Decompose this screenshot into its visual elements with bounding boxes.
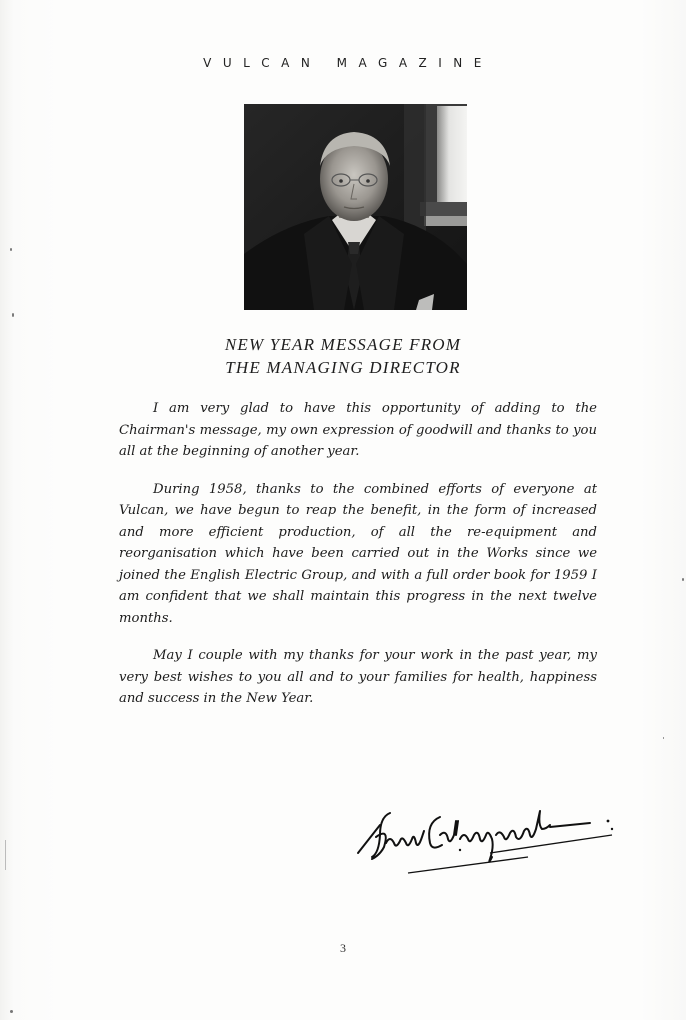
- paper-speck: [10, 1010, 13, 1013]
- paper-speck: [5, 840, 6, 870]
- paper-speck: [682, 578, 684, 581]
- article-title-line-1: NEW YEAR MESSAGE FROM: [224, 335, 462, 354]
- managing-director-portrait: [244, 104, 467, 310]
- article-paragraph: During 1958, thanks to the combined efforts of everyone at Vulcan, we have begun to reap the benefit, in the form of increased and more efficient production, of all the re-equipment and reorganisation which have been carried out in the Works since we joined the English Electric Group, and with a full order book for 1959 I am confident that we shall maintain this progress in the next twelve months.: [119, 481, 597, 626]
- managing-director-signature: [350, 795, 620, 880]
- article-body: [119, 398, 597, 726]
- portrait-photo: [244, 104, 467, 310]
- magazine-masthead: VULCAN MAGAZINE: [203, 56, 493, 70]
- article-title: [0, 333, 686, 379]
- signature-scribble: [350, 795, 620, 880]
- article-paragraph: May I couple with my thanks for your work in the past year, my very best wishes to you all and to your families for health, happiness and success in the New Year.: [119, 648, 597, 706]
- paper-speck: [10, 248, 12, 251]
- page-number: 3: [340, 941, 346, 955]
- article-title-line-2: THE MANAGING DIRECTOR: [225, 358, 461, 377]
- paper-speck: [12, 313, 14, 317]
- paper-speck: [663, 737, 664, 739]
- article-paragraph: I am very glad to have this opportunity of adding to the Chairman's message, my own expression of goodwill and thanks to you all at the beginning of another year.: [119, 401, 597, 459]
